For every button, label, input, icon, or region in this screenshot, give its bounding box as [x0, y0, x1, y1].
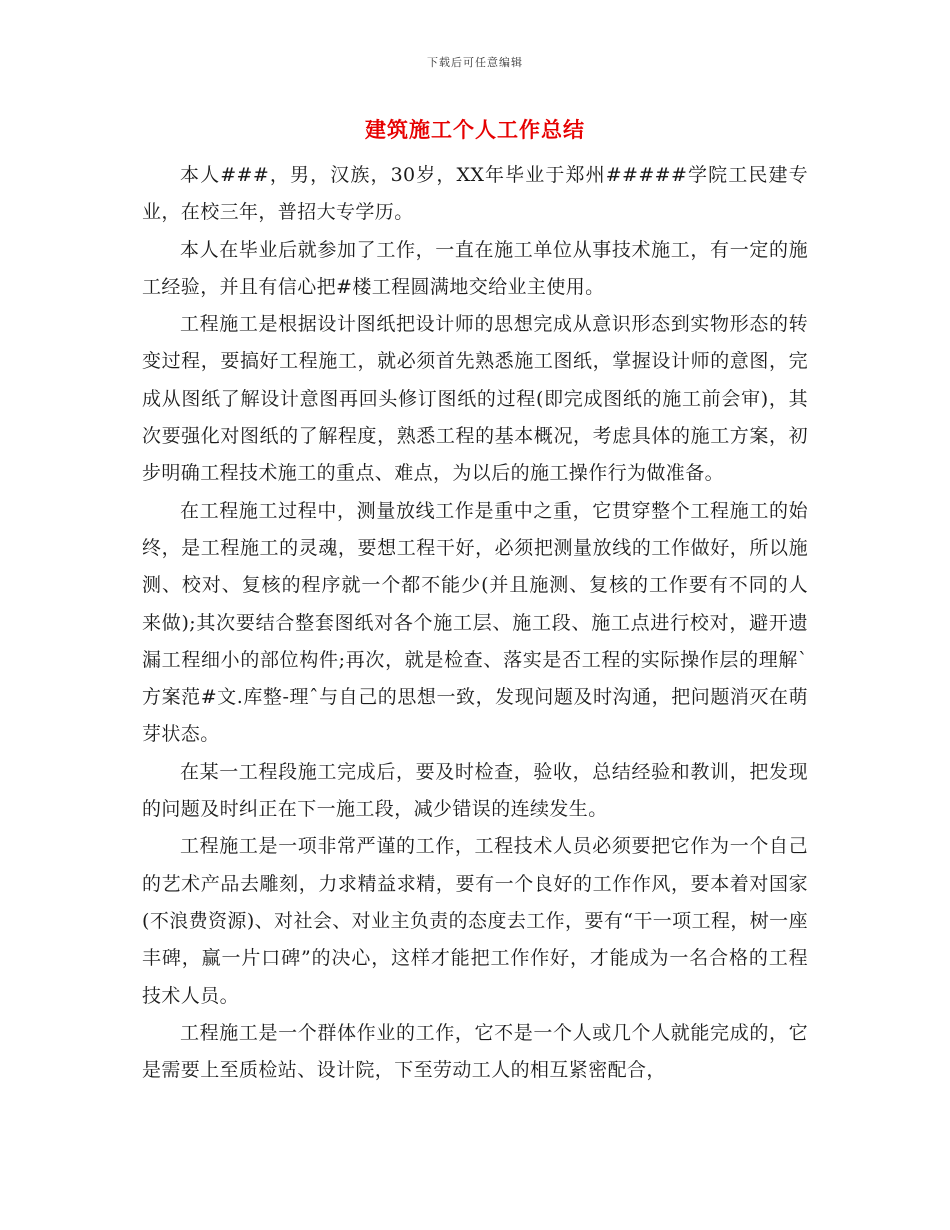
document-title: 建筑施工个人工作总结 [365, 118, 585, 142]
header-note: 下载后可任意编辑 [427, 56, 523, 69]
paragraph-2: 本人在毕业后就参加了工作，一直在施工单位从事技术施工，有一定的施工经验，并且有信心把#楼工程圆满地交给业主使用。 [142, 238, 808, 298]
paragraph-5: 在某一工程段施工完成后，要及时检查，验收，总结经验和教训，把发现的问题及时纠正在下一施工段，减少错误的连续发生。 [142, 760, 808, 821]
paragraph-1: 本人###，男，汉族，30岁，XX年毕业于郑州#####学院工民建专业，在校三年，普招大专学历。 [142, 164, 808, 224]
paragraph-6: 工程施工是一项非常严谨的工作，工程技术人员必须要把它作为一个自己的艺术产品去雕刻，力求精益求精，要有一个良好的工作作风，要本着对国家(不浪费资源)、对社会、对业主负责的态度去工作，要有“干一项工程，树一座丰碑，赢一片口碑”的决心，这样才能把工作作好，才能成为一名合格的工程技术人员。 [142, 835, 808, 1007]
paragraph-7: 工程施工是一个群体作业的工作，它不是一个人或几个人就能完成的，它是需要上至质检站、设计院，下至劳动工人的相互紧密配合， [142, 1021, 808, 1082]
paragraph-4: 在工程施工过程中，测量放线工作是重中之重，它贯穿整个工程施工的始终，是工程施工的灵魂，要想工程干好，必须把测量放线的工作做好，所以施测、校对、复核的程序就一个都不能少(并且施测、复核的工作要有不同的人来做);其次要结合整套图纸对各个施工层、施工段、施工点进行校对，避开遗漏工程细小的部位构件;再次，就是检查、落实是否工程的实际操作层的理解`方案范#文.库整-理ˆ与自己的思想一致，发现问题及时沟通，把问题消灭在萌芽状态。 [142, 499, 808, 746]
paragraph-3: 工程施工是根据设计图纸把设计师的思想完成从意识形态到实物形态的转变过程，要搞好工程施工，就必须首先熟悉施工图纸，掌握设计师的意图，完成从图纸了解设计意图再回头修订图纸的过程(即完成图纸的施工前会审)，其次要强化对图纸的了解程度，熟悉工程的基本概况，考虑具体的施工方案，初步明确工程技术施工的重点、难点，为以后的施工操作行为做准备。 [142, 313, 808, 485]
document-body [142, 157, 808, 1089]
